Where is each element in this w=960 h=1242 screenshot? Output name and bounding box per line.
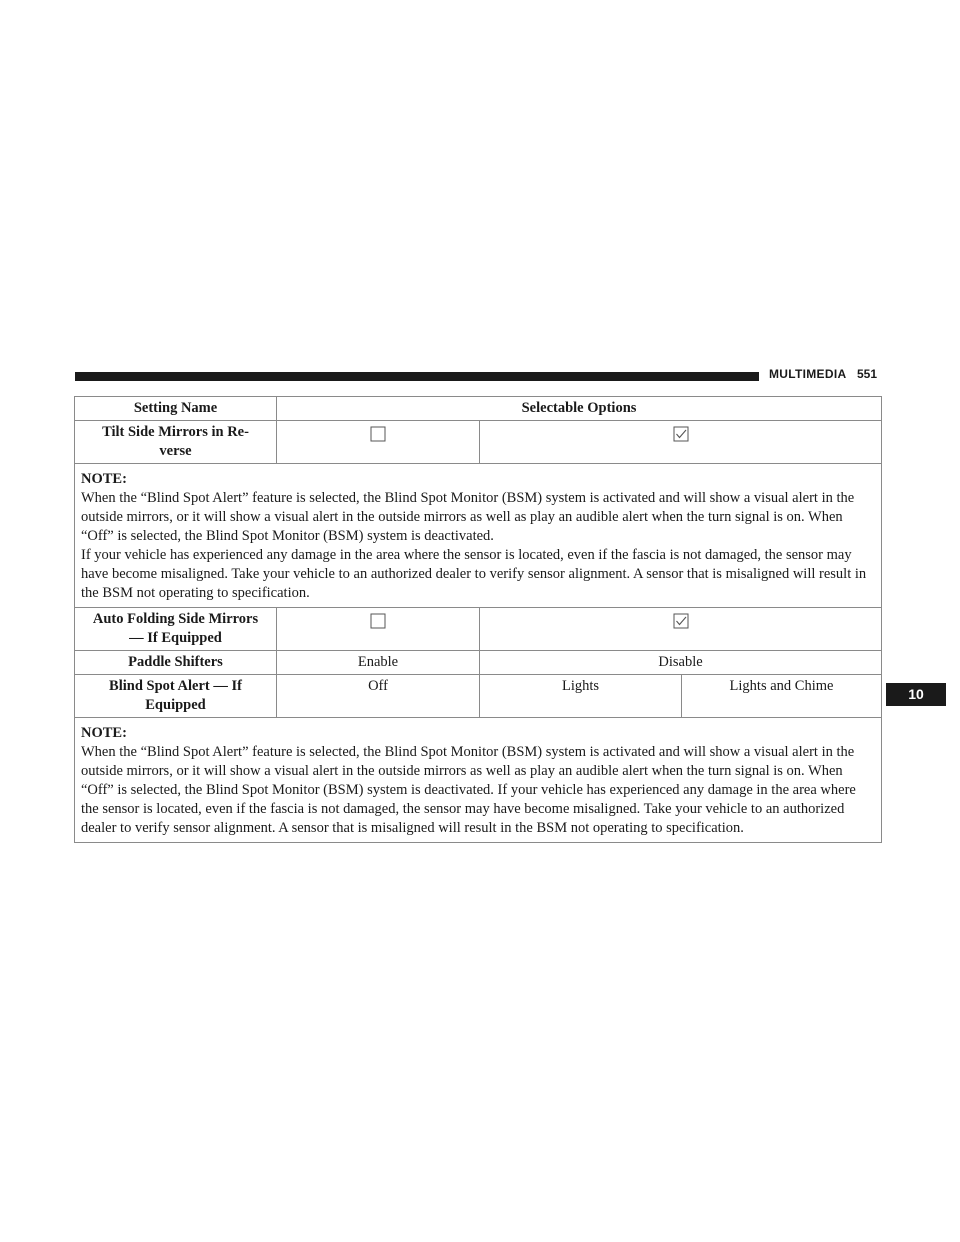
option-lights-and-chime: Lights and Chime: [682, 675, 882, 718]
note-paragraph: If your vehicle has experienced any damage in the area where the sensor is located, even if the fascia is not damaged, the sensor may have become misaligned. Take your vehicle to an authorized dealer to verify sensor alignment. A sensor that is misaligned will result in the BSM not operating to specification.: [81, 547, 867, 601]
setting-name-line: Equipped: [145, 697, 206, 713]
option-cell: [277, 421, 480, 464]
setting-name-tilt-mirrors: [75, 421, 277, 464]
setting-name-line: Blind Spot Alert — If: [109, 678, 242, 694]
page-number: 551: [857, 367, 878, 381]
header-setting-name: Setting Name: [75, 397, 277, 421]
note-paragraph: When the “Blind Spot Alert” feature is selected, the Blind Spot Monitor (BSM) system is activated and will show a visual alert in the outside mirrors, or it will show a visual alert in the outside mirrors as well as play an audible alert when the turn signal is on. When “Off” is selected, the Blind Spot Monitor (BSM) system is deactivated.: [81, 490, 855, 544]
setting-name-blind-spot-alert: [75, 675, 277, 718]
unchecked-box-icon: [370, 613, 386, 629]
chapter-tab: 10: [886, 683, 946, 706]
note-paragraph: When the “Blind Spot Alert” feature is selected, the Blind Spot Monitor (BSM) system is activated and will show a visual alert in the outside mirrors, or it will show a visual alert in the outside mirrors as well as play an audible alert when the turn signal is on. When “Off” is selected, the Blind Spot Monitor (BSM) system is deactivated. If your vehicle has experienced any damage in the area where the sensor is located, even if the fascia is not damaged, the sensor may have become misaligned. Take your vehicle to an authorized dealer to verify sensor alignment. A sensor that is misaligned will result in the BSM not operating to specification.: [81, 744, 856, 836]
table-row: [75, 608, 882, 651]
table-row: [75, 718, 882, 843]
option-cell: [480, 421, 882, 464]
table-row: [75, 421, 882, 464]
note-cell: [75, 464, 882, 608]
setting-name-auto-folding: [75, 608, 277, 651]
note-title: NOTE:: [81, 471, 127, 487]
unchecked-box-icon: [370, 426, 386, 442]
note-cell: [75, 718, 882, 843]
header-selectable-options: Selectable Options: [277, 397, 882, 421]
setting-name-paddle-shifters: Paddle Shifters: [75, 651, 277, 675]
setting-name-line: Tilt Side Mirrors in Re-: [102, 424, 249, 440]
option-cell: [277, 608, 480, 651]
checked-box-icon: [673, 613, 689, 629]
option-lights: Lights: [480, 675, 682, 718]
header-rule: [75, 372, 759, 381]
checked-box-icon: [673, 426, 689, 442]
setting-name-line: Auto Folding Side Mirrors: [92, 611, 259, 627]
section-title: MULTIMEDIA: [769, 367, 847, 381]
table-row: [75, 651, 882, 675]
option-disable: Disable: [480, 651, 882, 675]
setting-name-line: — If Equipped: [129, 630, 222, 646]
note-title: NOTE:: [81, 725, 127, 741]
table-header-row: [75, 397, 882, 421]
option-off: Off: [277, 675, 480, 718]
option-enable: Enable: [277, 651, 480, 675]
table-row: [75, 464, 882, 608]
option-cell: [480, 608, 882, 651]
table-row: [75, 675, 882, 718]
settings-table: [74, 396, 882, 843]
setting-name-line: verse: [159, 443, 192, 459]
